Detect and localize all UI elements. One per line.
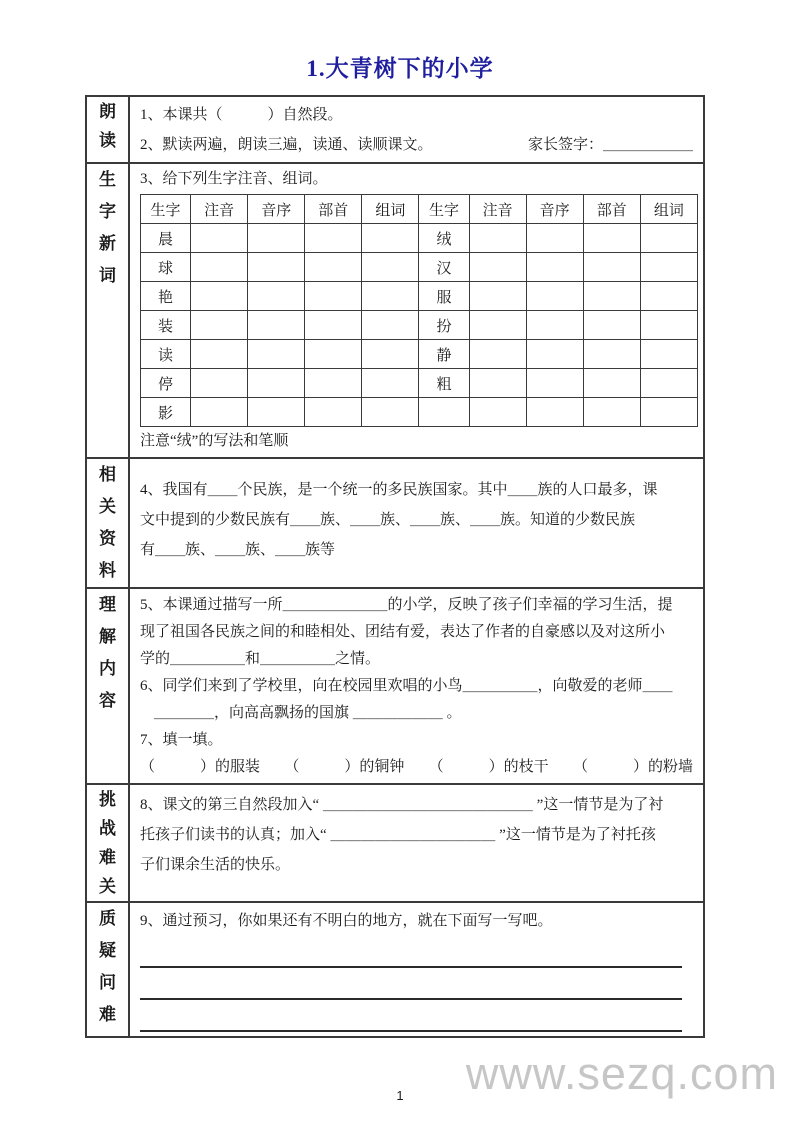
grid-cell bbox=[469, 253, 526, 282]
grid-character: 粗 bbox=[419, 369, 469, 398]
grid-cell bbox=[305, 340, 362, 369]
fill-in-line bbox=[140, 754, 693, 781]
grid-cell bbox=[362, 398, 419, 427]
reading-line-2-text: 2、默读两遍，朗读三遍，读通、读顺课文。 bbox=[140, 137, 433, 153]
grid-header: 音序 bbox=[248, 195, 305, 224]
comprehension-line: ＿＿＿＿，向高高飘扬的国旗 ＿＿＿＿＿＿ 。 bbox=[154, 705, 462, 721]
grid-cell bbox=[191, 340, 248, 369]
grid-cell bbox=[526, 311, 583, 340]
section-header-cell-related bbox=[86, 458, 129, 588]
grid-cell bbox=[469, 340, 526, 369]
grid-cell bbox=[583, 253, 640, 282]
answer-blank-line bbox=[140, 1000, 682, 1032]
grid-cell bbox=[640, 398, 697, 427]
grid-header: 组词 bbox=[362, 195, 419, 224]
grid-cell bbox=[305, 224, 362, 253]
grid-character: 汉 bbox=[419, 253, 469, 282]
grid-cell bbox=[469, 369, 526, 398]
grid-row bbox=[141, 369, 698, 398]
grid-cell bbox=[191, 253, 248, 282]
grid-cell bbox=[305, 369, 362, 398]
grid-cell bbox=[583, 224, 640, 253]
comprehension-line: 7、填一填。 bbox=[140, 732, 223, 748]
grid-cell bbox=[305, 311, 362, 340]
related-line: 文中提到的少数民族有＿＿族、＿＿族、＿＿族、＿＿族。知道的少数民族 bbox=[140, 512, 636, 528]
grid-cell bbox=[248, 282, 305, 311]
fill-item: （ ）的粉墙 bbox=[572, 759, 693, 775]
reading-line-1: 1、本课共（ ）自然段。 bbox=[140, 107, 343, 123]
grid-character: 静 bbox=[419, 340, 469, 369]
grid-header: 音序 bbox=[526, 195, 583, 224]
grid-row bbox=[141, 311, 698, 340]
grid-character: 服 bbox=[419, 282, 469, 311]
section-header-cell-new-words bbox=[86, 163, 129, 458]
grid-cell bbox=[305, 253, 362, 282]
grid-character: 扮 bbox=[419, 311, 469, 340]
grid-cell bbox=[526, 282, 583, 311]
grid-cell bbox=[191, 398, 248, 427]
grid-cell bbox=[305, 398, 362, 427]
grid-header-row bbox=[141, 195, 698, 224]
grid-character: 停 bbox=[141, 369, 191, 398]
section-questions bbox=[86, 902, 704, 1037]
section-reading-content bbox=[129, 96, 704, 163]
grid-header: 注音 bbox=[191, 195, 248, 224]
section-header-questions: 质疑问难 bbox=[99, 909, 116, 1024]
fill-item: （ ）的铜钟 bbox=[284, 759, 405, 775]
grid-cell bbox=[248, 340, 305, 369]
reading-line-2 bbox=[140, 130, 693, 160]
grid-cell bbox=[469, 224, 526, 253]
grid-cell bbox=[526, 398, 583, 427]
grid-cell bbox=[640, 369, 697, 398]
worksheet-table bbox=[85, 95, 705, 1038]
grid-header: 部首 bbox=[583, 195, 640, 224]
grid-header: 生字 bbox=[141, 195, 191, 224]
grid-cell bbox=[248, 369, 305, 398]
grid-cell bbox=[583, 311, 640, 340]
section-header-cell-reading bbox=[86, 96, 129, 163]
section-challenge bbox=[86, 784, 704, 902]
comprehension-line: 6、同学们来到了学校里，向在校园里欢唱的小鸟＿＿＿＿＿，向敬爱的老师＿＿ bbox=[140, 678, 673, 694]
section-header-cell-challenge bbox=[86, 784, 129, 902]
grid-cell bbox=[305, 282, 362, 311]
comprehension-line: 学的＿＿＿＿＿和＿＿＿＿＿之情。 bbox=[140, 651, 381, 667]
grid-cell bbox=[469, 311, 526, 340]
grid-cell bbox=[526, 369, 583, 398]
grid-header: 注音 bbox=[469, 195, 526, 224]
fill-item: （ ）的枝干 bbox=[428, 759, 549, 775]
grid-character bbox=[419, 398, 469, 427]
grid-row bbox=[141, 398, 698, 427]
grid-cell bbox=[469, 282, 526, 311]
grid-cell bbox=[526, 224, 583, 253]
answer-blank-line bbox=[140, 968, 682, 1000]
grid-row bbox=[141, 340, 698, 369]
grid-cell bbox=[191, 282, 248, 311]
section-questions-content bbox=[129, 902, 704, 1037]
section-reading bbox=[86, 96, 704, 163]
section-header-cell-questions bbox=[86, 902, 129, 1037]
grid-cell bbox=[526, 253, 583, 282]
section-comprehension-content bbox=[129, 588, 704, 784]
grid-character: 读 bbox=[141, 340, 191, 369]
related-line: 有＿＿族、＿＿族、＿＿族等 bbox=[140, 542, 336, 558]
grid-row bbox=[141, 253, 698, 282]
page-number: 1 bbox=[396, 1088, 404, 1103]
grid-character: 艳 bbox=[141, 282, 191, 311]
section-new-words-content bbox=[129, 163, 704, 458]
grid-cell bbox=[640, 282, 697, 311]
character-grid bbox=[140, 194, 698, 427]
section-new-words bbox=[86, 163, 704, 458]
comprehension-line: 5、本课通过描写一所＿＿＿＿＿＿＿的小学，反映了孩子们幸福的学习生活，提 bbox=[140, 597, 673, 613]
grid-row bbox=[141, 224, 698, 253]
grid-header: 组词 bbox=[640, 195, 697, 224]
grid-cell bbox=[362, 253, 419, 282]
grid-cell bbox=[191, 224, 248, 253]
grid-character: 装 bbox=[141, 311, 191, 340]
grid-cell bbox=[248, 224, 305, 253]
parent-signature-blank: ＿＿＿＿＿＿ bbox=[602, 137, 693, 153]
section-related bbox=[86, 458, 704, 588]
parent-signature-label: 家长签字： bbox=[527, 137, 603, 153]
grid-cell bbox=[469, 398, 526, 427]
answer-blank-line bbox=[140, 936, 682, 968]
grid-cell bbox=[248, 253, 305, 282]
challenge-line: 托孩子们读书的认真；加入“ ＿＿＿＿＿＿＿＿＿＿＿ ”这一情节是为了衬托孩 bbox=[140, 827, 656, 843]
new-words-intro: 3、给下列生字注音、组词。 bbox=[140, 171, 328, 187]
section-related-content bbox=[129, 458, 704, 588]
section-header-related: 相关资料 bbox=[99, 465, 116, 580]
challenge-line: 子们课余生活的快乐。 bbox=[140, 857, 291, 873]
grid-cell bbox=[362, 311, 419, 340]
section-header-comprehension: 理解内容 bbox=[99, 595, 116, 710]
grid-character: 绒 bbox=[419, 224, 469, 253]
grid-cell bbox=[583, 282, 640, 311]
grid-row bbox=[141, 282, 698, 311]
section-header-reading: 朗读 bbox=[99, 102, 116, 150]
grid-cell bbox=[583, 398, 640, 427]
new-words-note: 注意“绒”的写法和笔顺 bbox=[140, 433, 289, 449]
section-challenge-content bbox=[129, 784, 704, 902]
grid-cell bbox=[362, 224, 419, 253]
grid-character: 影 bbox=[141, 398, 191, 427]
grid-header: 部首 bbox=[305, 195, 362, 224]
challenge-line: 8、课文的第三自然段加入“ ＿＿＿＿＿＿＿＿＿＿＿＿＿＿ ”这一情节是为了衬 bbox=[140, 797, 664, 813]
grid-cell bbox=[191, 369, 248, 398]
questions-prompt: 9、通过预习，你如果还有不明白的地方，就在下面写一写吧。 bbox=[140, 913, 553, 929]
grid-cell bbox=[362, 340, 419, 369]
grid-cell bbox=[583, 340, 640, 369]
comprehension-line: 现了祖国各民族之间的和睦相处、团结有爱，表达了作者的自豪感以及对这所小 bbox=[140, 624, 666, 640]
section-header-new-words: 生字新词 bbox=[99, 170, 116, 285]
grid-cell bbox=[248, 311, 305, 340]
grid-cell bbox=[362, 369, 419, 398]
grid-cell bbox=[640, 224, 697, 253]
grid-cell bbox=[583, 369, 640, 398]
grid-cell bbox=[640, 311, 697, 340]
grid-character: 晨 bbox=[141, 224, 191, 253]
grid-header: 生字 bbox=[419, 195, 469, 224]
section-comprehension bbox=[86, 588, 704, 784]
fill-item: （ ）的服装 bbox=[140, 759, 261, 775]
grid-cell bbox=[191, 311, 248, 340]
grid-cell bbox=[640, 253, 697, 282]
section-header-challenge: 挑战难关 bbox=[99, 790, 116, 896]
related-line: 4、我国有＿＿个民族，是一个统一的多民族国家。其中＿＿族的人口最多，课 bbox=[140, 482, 658, 498]
watermark: www.sezq.com bbox=[465, 1048, 778, 1099]
grid-cell bbox=[362, 282, 419, 311]
grid-cell bbox=[526, 340, 583, 369]
grid-cell bbox=[248, 398, 305, 427]
grid-character: 球 bbox=[141, 253, 191, 282]
grid-cell bbox=[640, 340, 697, 369]
section-header-cell-comprehension bbox=[86, 588, 129, 784]
page-title: 1.大青树下的小学 bbox=[306, 56, 494, 81]
